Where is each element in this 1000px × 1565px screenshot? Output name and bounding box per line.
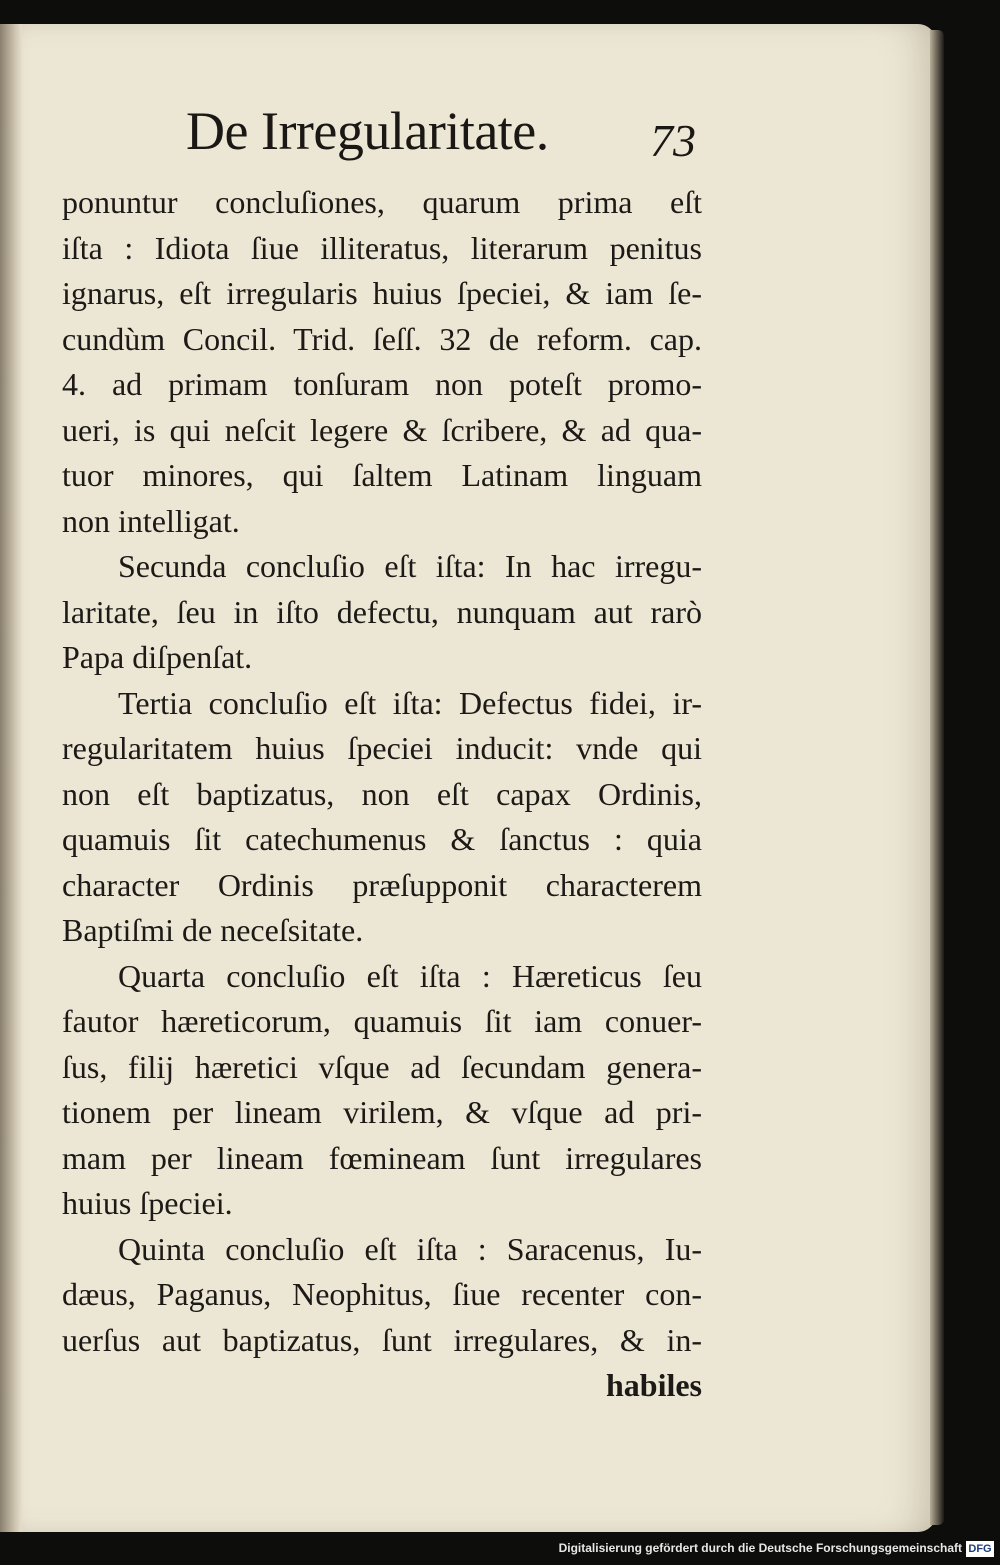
text-line: quamuis ſit catechumenus & ſanctus : quia [62, 821, 702, 857]
text-line: laritate, ſeu in iſto defectu, nunquam aut rarò [62, 593, 702, 630]
text-line: Papa diſpenſat. [62, 639, 253, 675]
text-line: fautor hæreticorum, quamuis ſit iam conuer- [62, 1003, 702, 1039]
text-line: mam per lineam fœmineam ſunt irregulares [62, 1139, 702, 1176]
catchword: habiles [605, 1367, 702, 1403]
text-line: non intelligat. [62, 502, 240, 539]
text-line: Quarta concluſio eſt iſta : Hæreticus ſeu [118, 957, 702, 994]
text-line: Quinta concluſio eſt iſta : Saracenus, Iu- [118, 1230, 702, 1267]
text-line: dæus, Paganus, Neophitus, ſiue recenter con- [62, 1276, 702, 1312]
text-line: Baptiſmi de neceſsitate. [62, 912, 364, 948]
book-gutter [0, 24, 22, 1532]
text-line: Tertia concluſio eſt iſta: Defectus fidei, ir- [118, 684, 702, 721]
digitization-credit: Digitalisierung gefördert durch die Deutsche Forschungsgemeinschaft [558, 1541, 962, 1555]
text-line: ſus, filij hæretici vſque ad ſecundam genera- [62, 1048, 702, 1085]
text-line: character Ordinis præſupponit characterem [62, 866, 702, 903]
text-line: 4. ad primam tonſuram non poteſt promo- [62, 366, 702, 402]
text-line: uerſus aut baptizatus, ſunt irregulares, & in- [62, 1321, 702, 1358]
text-line: huius ſpeciei. [62, 1185, 233, 1221]
page-header [0, 100, 1000, 180]
text-line: tuor minores, qui ſaltem Latinam linguam [62, 457, 702, 493]
text-line: ponuntur concluſiones, quarum prima eſt [62, 184, 702, 220]
running-head: De Irregularitate. [186, 101, 549, 161]
text-line: ueri, is qui neſcit legere & ſcribere, & ad qua- [62, 411, 702, 448]
text-line: regularitatem huius ſpeciei inducit: vnde qui [62, 730, 702, 766]
text-line: ignarus, eſt irregularis huius ſpeciei, & iam ſe- [62, 275, 702, 311]
text-line: iſta : Idiota ſiue illiteratus, literarum penitus [62, 229, 702, 266]
page-edge [930, 30, 944, 1525]
text-line: non eſt baptizatus, non eſt capax Ordinis, [62, 775, 702, 812]
text-line: tionem per lineam virilem, & vſque ad pri- [62, 1094, 702, 1130]
dfg-logo-icon: DFG [966, 1541, 994, 1557]
body-text [62, 180, 702, 1409]
text-line: cundùm Concil. Trid. ſeſſ. 32 de reform. cap. [62, 320, 702, 357]
text-line: Secunda concluſio eſt iſta: In hac irregu- [118, 548, 702, 584]
page-number: 73 [650, 115, 696, 166]
